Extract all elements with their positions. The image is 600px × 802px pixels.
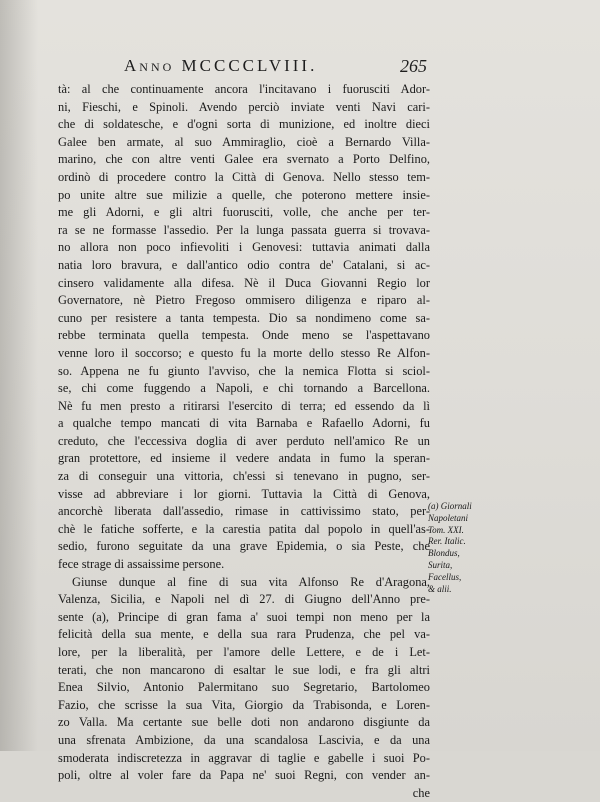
text-line: natia loro bravura, e dall'antico odio contra de' Catalani, si ac- xyxy=(58,257,430,272)
text-line: po unite altre sue milizie a quelle, che poterono mettere insie- xyxy=(58,187,430,202)
text-line: visse ad abbreviare i lor giorni. Tuttavia la Città di Genova, xyxy=(58,486,430,501)
text-line: smoderata indiscretezza in aggravar di taglie e gabelle i suoi Po- xyxy=(58,750,430,765)
text-line: Giunse dunque al fine di sua vita Alfonso Re d'Aragona, xyxy=(72,574,430,589)
text-line: sente (a), Principe di gran fama a' suoi tempi non meno per la xyxy=(58,609,430,624)
margin-note-line: Blondus, xyxy=(428,548,460,559)
body-text xyxy=(58,81,430,802)
text-line: za di conseguir una vittoria, ch'essi si tenevano in pugno, ser- xyxy=(58,469,430,484)
text-line: gran protettore, ed insieme il vedere andata in fumo la speran- xyxy=(58,451,430,466)
page-header xyxy=(0,56,600,82)
text-line: poli, oltre al voler fare da Papa ne' suoi Regni, con vender an- xyxy=(58,768,430,783)
text-line: terati, che non mancarono di esaltar le sue lodi, e fra gli altri xyxy=(58,662,430,677)
margin-note xyxy=(428,501,498,595)
margin-note-line: Rer. Italic. xyxy=(428,536,466,547)
text-line: chè le fatiche sofferte, e la carestia patita dal popolo in quell'as- xyxy=(58,521,430,536)
margin-note-line: Facellus, xyxy=(428,571,462,582)
margin-note-line: Tom. XXI. xyxy=(428,524,464,535)
text-line: sedio, furono seguitate da una grave Epidemia, o sia Peste, che xyxy=(58,539,430,554)
text-line: Enea Silvio, Antonio Palermitano suo Segretario, Bartolomeo xyxy=(58,680,430,695)
text-line: a qualche tempo mancati di vita Barnaba e Rafaello Adorni, fu xyxy=(58,416,430,431)
text-line: se, chi come fuggendo a Napoli, e chi tornando a Barcellona. xyxy=(58,381,430,396)
page-number: 265 xyxy=(400,56,427,76)
text-line: cinsero validamente alla difesa. Nè il Duca Giovanni Regio lor xyxy=(58,275,430,290)
text-line: ordinò di procedere contro la Città di Genova. Nello stesso tem- xyxy=(58,169,430,184)
text-line: rebbe terminata quella tempesta. Onde meno se l'aspettavano xyxy=(58,328,430,343)
text-line: venne loro il soccorso; e questo fu la morte dello stesso Re Alfon- xyxy=(58,345,430,360)
catchword: che xyxy=(412,785,430,800)
margin-note-line: (a) Giornali xyxy=(428,501,472,511)
margin-note-line: Surita, xyxy=(428,559,453,570)
text-line: me gli Adorni, e gli altri fuorusciti, volle, che anche per ter- xyxy=(58,205,430,220)
binding-shadow xyxy=(0,0,38,751)
text-line: Nè fu men presto a ritirarsi l'esercito di terra; ed essendo da lì xyxy=(58,398,430,413)
text-line: lore, per la liberalità, per l'amore delle Lettere, e de i Let- xyxy=(58,645,430,659)
text-line: cuno per resistere a tanta tempesta. Dio sa nondimeno come sa- xyxy=(58,310,430,325)
text-line: ni, Fieschi, e Spinoli. Avendo perciò inviate venti Navi cari- xyxy=(58,99,430,114)
text-line: marino, che con altre venti Galee era svernato a Porto Delfino, xyxy=(58,152,430,167)
text-line: Fazio, che scrisse la sua Vita, Giorgio da Trabisonda, e Loren- xyxy=(58,697,430,712)
running-title: Anno MCCCCLVIII. xyxy=(124,56,318,75)
text-line: una sfrenata Ambizione, da una scandalosa Lascivia, e da una xyxy=(58,732,430,747)
text-line: zo Valla. Ma certante sue belle doti non andarono disgiunte da xyxy=(58,715,430,730)
text-line: fece strage di assaissime persone. xyxy=(58,557,225,572)
text-line: ra se ne formasse l'assedio. Per la lunga passata guerra si trovava- xyxy=(58,222,430,237)
margin-note-line: & alii. xyxy=(428,583,452,594)
margin-note-line: Napoletani xyxy=(428,512,468,523)
text-line: che di soldatesche, e d'ogni sorta di munizione, ed inoltre dieci xyxy=(58,117,430,132)
text-line: creduto, che l'eccessiva doglia di aver perduto nell'amico Re un xyxy=(58,433,430,448)
text-line: so. Appena ne fu giunto l'avviso, che la nemica Flotta si sciol- xyxy=(58,363,430,378)
text-line: Valenza, Sicilia, e Napoli nel dì 27. di Giugno dell'Anno pre- xyxy=(58,592,430,607)
text-line: Governatore, nè Pietro Fregoso ommisero diligenza e riparo al- xyxy=(58,293,430,308)
text-line: felicità della sua mente, e della sua rara Prudenza, che pel va- xyxy=(58,627,430,642)
text-line: ancorchè liberata dall'assedio, rimase in cattivissimo stato, per- xyxy=(58,504,430,519)
text-line: Galee ben armate, al suo Ammiraglio, cioè a Bernardo Villa- xyxy=(58,134,430,149)
text-line: no allora non poco infievoliti i Genovesi: tuttavia animati dalla xyxy=(58,240,430,255)
text-line: tà: al che continuamente ancora l'incitavano i fuorusciti Ador- xyxy=(58,82,430,96)
